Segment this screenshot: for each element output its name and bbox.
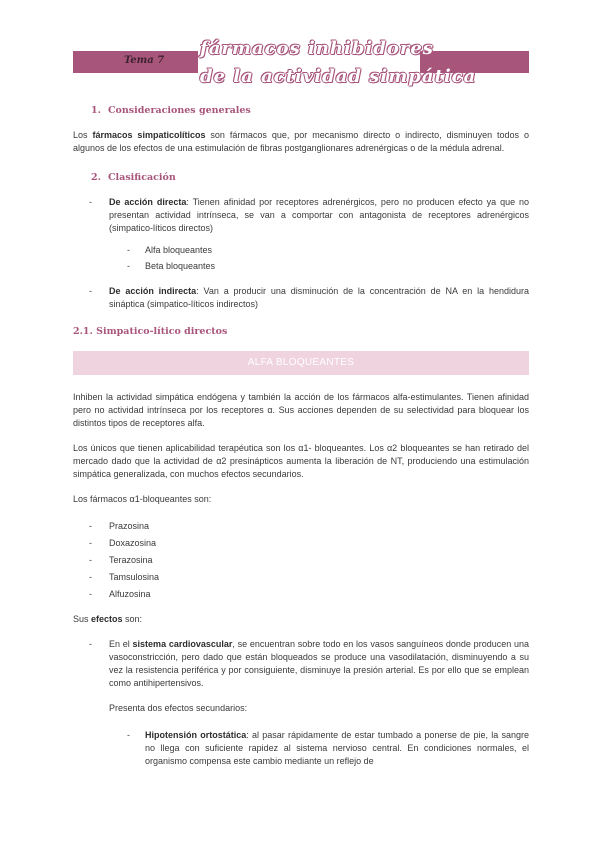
drug-item: - Alfuzosina [73, 588, 529, 601]
paragraph-farmacos: Los fármacos α1-bloqueantes son: [73, 494, 212, 504]
section-1-paragraph: Los fármacos simpaticolíticos son fármacos que, por mecanismo directo o indirecto, disminuyen todos o algunos de los efectos de una estimulación de fibras postganglionares adrenérgicas o de la médula adrenal. [73, 130, 530, 153]
document-body [73, 96, 529, 768]
section-2-title: Clasificación [108, 172, 176, 183]
list-item-cardiovascular: - En el sistema cardiovascular, se encuentran sobre todo en los vasos sanguíneos donde producen una vasoconstricción, pero dado que están bloqueados se produce una vasodilatación, disminuyendo a su vez la resistencia periférica y por consiguiente, disminuye la presión arterial. Es por ello que se emplean como antihipertensivos. [73, 638, 529, 690]
paragraph-inhiben: Inhiben la actividad simpática endógena y también la acción de los fármacos alfa-estimulantes. Tienen afinidad pero no actividad intrínseca por los receptores α. Sus acciones dependen de su selectividad para bloquear los distintos tipos de receptores alfa. [73, 392, 529, 428]
section-1-title: Consideraciones generales [108, 105, 251, 116]
list-item-direct: - De acción directa: Tienen afinidad por receptores adrenérgicos, pero no producen efecto ya que no presentan actividad intrínseca, se van a comportar con antagonista de receptores adrenérgicos (simpatico-líticos directos) [73, 196, 529, 235]
paragraph-efectos: Sus efectos son: [73, 614, 143, 624]
drug-item: - Doxazosina [73, 537, 529, 550]
page-title-line1: fármacos inhibidores [200, 38, 434, 59]
sublist-item: - Alfa bloqueantes [73, 244, 529, 257]
paragraph-unicos: Los únicos que tienen aplicabilidad terapéutica son los α1- bloqueantes. Los α2 bloqueantes se han retirado del mercado dado que la actividad de α2 presinápticos aumenta la liberación de NT, produciendo una estimulación simpática generalizada, con muchos efectos secundarios. [73, 443, 529, 479]
paragraph-presenta: Presenta dos efectos secundarios: [109, 703, 248, 713]
alfa-bloqueantes-banner: ALFA BLOQUEANTES [73, 351, 529, 375]
list-item-hipotension: - Hipotensión ortostática: al pasar rápidamente de estar tumbado a ponerse de pie, la sangre no llega con suficiente rapidez al sistema nervioso central. En condiciones normales, el organismo compensa este cambio mediante un reflejo de [73, 729, 529, 768]
drug-item: - Prazosina [73, 520, 529, 533]
drug-item: - Tamsulosina [73, 571, 529, 584]
section-1-heading [91, 104, 529, 117]
section-2-heading [91, 171, 529, 184]
list-item-indirect: - De acción indirecta: Van a producir una disminución de la concentración de NA en la hendidura sináptica (simpatico-líticos indirectos) [73, 285, 529, 311]
term-simpaticoliticos: fármacos simpaticolíticos [92, 130, 206, 140]
section-2-number: 2. [91, 172, 101, 183]
section-1-number: 1. [91, 105, 101, 116]
sublist-item: - Beta bloqueantes [73, 260, 529, 273]
section-2-1-heading: 2.1. Simpatico-lítico directos [73, 326, 228, 337]
chapter-label: Tema 7 [124, 55, 165, 66]
drug-item: - Terazosina [73, 554, 529, 567]
page-title-line2: de la actividad simpática [200, 66, 477, 87]
